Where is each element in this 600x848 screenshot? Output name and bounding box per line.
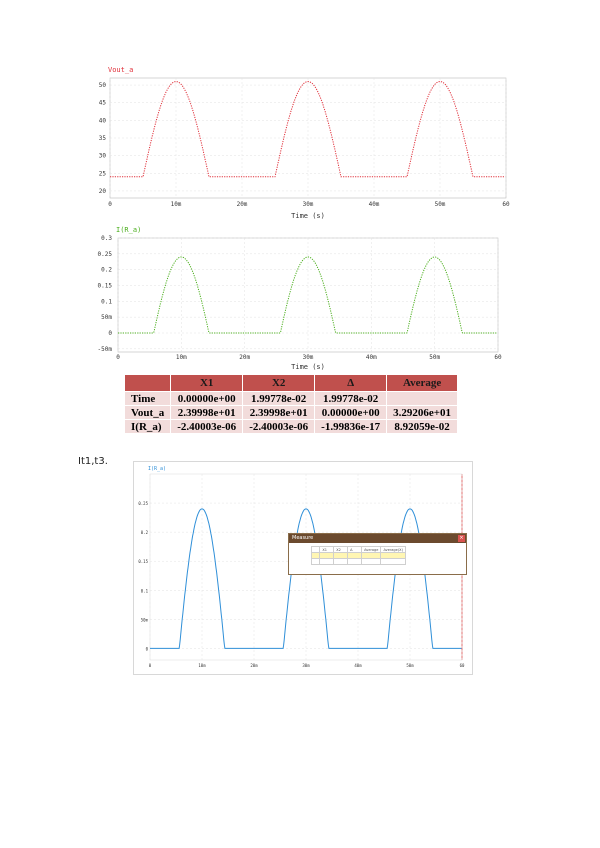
measurement-table xyxy=(124,374,458,434)
x-tick-label: 10m xyxy=(198,663,206,668)
y-tick-label: 0.1 xyxy=(101,298,112,306)
x-tick-label: 0 xyxy=(108,201,112,208)
table-row xyxy=(125,420,458,434)
popup-header-cell: X2 xyxy=(334,547,348,553)
x-tick-label: 0 xyxy=(148,663,152,668)
header-cell xyxy=(125,375,171,392)
popup-cell xyxy=(312,559,320,565)
header-cell: Δ xyxy=(315,375,387,392)
popup-title: Measure xyxy=(292,535,314,541)
x-tick-label: 30m xyxy=(302,663,310,668)
table-cell: 0.00000e+00 xyxy=(171,392,243,406)
y-tick-label: 20 xyxy=(98,187,106,195)
table-cell: -2.40003e-06 xyxy=(171,420,243,434)
chart-title: Vout_a xyxy=(108,66,134,74)
series-line xyxy=(110,82,505,177)
popup-cell xyxy=(362,559,381,565)
x-axis-label: Time (s) xyxy=(291,363,325,371)
y-tick-label: 0.2 xyxy=(101,266,112,274)
x-axis-label: Time (s) xyxy=(291,212,325,220)
measure-popup[interactable] xyxy=(288,533,467,575)
x-tick-label: 20m xyxy=(239,354,251,361)
x-tick-label: 40m xyxy=(365,354,377,361)
popup-header-cell: X1 xyxy=(320,547,334,553)
popup-title-bar[interactable] xyxy=(289,534,466,543)
x-tick-label: 50m xyxy=(406,663,414,668)
table-header-row xyxy=(125,375,458,392)
row-label: Vout_a xyxy=(125,406,171,420)
x-tick-label: 40m xyxy=(368,201,380,208)
x-tick-label: 50m xyxy=(429,354,441,361)
table-cell: 2.39998e+01 xyxy=(171,406,243,420)
y-tick-label: 35 xyxy=(98,135,106,142)
popup-header-cell: Δ xyxy=(348,547,362,553)
y-tick-label: 0.15 xyxy=(138,559,148,565)
x-tick-label: 60 xyxy=(459,663,465,668)
chart-title: I(R_a) xyxy=(116,226,142,234)
y-tick-label: 40 xyxy=(98,117,106,125)
series-line xyxy=(118,257,497,333)
y-tick-label: 0 xyxy=(108,330,112,337)
y-tick-label: -50m xyxy=(97,345,112,353)
y-tick-label: 0.3 xyxy=(101,235,112,242)
table-cell: 1.99778e-02 xyxy=(243,392,315,406)
note-text: It1,t3. xyxy=(78,456,108,467)
popup-header-cell: Average(X) xyxy=(381,547,406,553)
table-cell: -2.40003e-06 xyxy=(243,420,315,434)
y-tick-label: 25 xyxy=(98,170,106,178)
row-label: Time xyxy=(125,392,171,406)
y-tick-label: 50 xyxy=(98,82,106,90)
y-tick-label: 0.15 xyxy=(97,282,112,290)
y-tick-label: 0 xyxy=(145,646,148,652)
popup-table xyxy=(311,546,406,565)
y-tick-label: 0.1 xyxy=(140,588,148,594)
vout-chart xyxy=(80,60,520,222)
chart-title: I(R_a) xyxy=(148,466,167,472)
table-cell: 0.00000e+00 xyxy=(315,406,387,420)
x-tick-label: 20m xyxy=(250,663,258,668)
x-tick-label: 50m xyxy=(434,201,446,208)
row-label: I(R_a) xyxy=(125,420,171,434)
popup-cell xyxy=(381,559,406,565)
x-tick-label: 10m xyxy=(170,201,182,208)
x-tick-label: 20m xyxy=(236,201,248,208)
x-tick-label: 60 xyxy=(494,354,502,361)
popup-cell xyxy=(320,559,334,565)
y-tick-label: 45 xyxy=(98,99,106,107)
y-tick-label: 0.2 xyxy=(140,530,148,536)
table-row xyxy=(125,406,458,420)
popup-row[interactable] xyxy=(312,559,406,565)
table-cell: 2.39998e+01 xyxy=(243,406,315,420)
close-icon[interactable]: × xyxy=(459,535,464,541)
popup-cell xyxy=(334,559,348,565)
table-cell: -1.99836e-17 xyxy=(315,420,387,434)
x-tick-label: 40m xyxy=(354,663,362,668)
x-tick-label: 10m xyxy=(175,354,187,361)
x-tick-label: 30m xyxy=(302,354,314,361)
y-tick-label: 30 xyxy=(98,152,106,160)
table-row xyxy=(125,392,458,406)
header-cell: Average xyxy=(387,375,458,392)
table-cell: 1.99778e-02 xyxy=(315,392,387,406)
header-cell: X1 xyxy=(171,375,243,392)
table-cell: 3.29206e+01 xyxy=(387,406,458,420)
y-tick-label: 0.25 xyxy=(97,250,112,258)
y-tick-label: 50m xyxy=(101,314,112,322)
current-chart-green xyxy=(80,222,520,372)
popup-cell xyxy=(348,559,362,565)
table-cell xyxy=(387,392,458,406)
x-tick-label: 0 xyxy=(116,354,120,361)
x-tick-label: 60 xyxy=(502,201,510,208)
table-cell: 8.92059e-02 xyxy=(387,420,458,434)
x-tick-label: 30m xyxy=(302,201,314,208)
popup-header-cell: Average xyxy=(362,547,381,553)
header-cell: X2 xyxy=(243,375,315,392)
y-tick-label: 50m xyxy=(140,617,148,623)
y-tick-label: 0.25 xyxy=(138,501,148,507)
